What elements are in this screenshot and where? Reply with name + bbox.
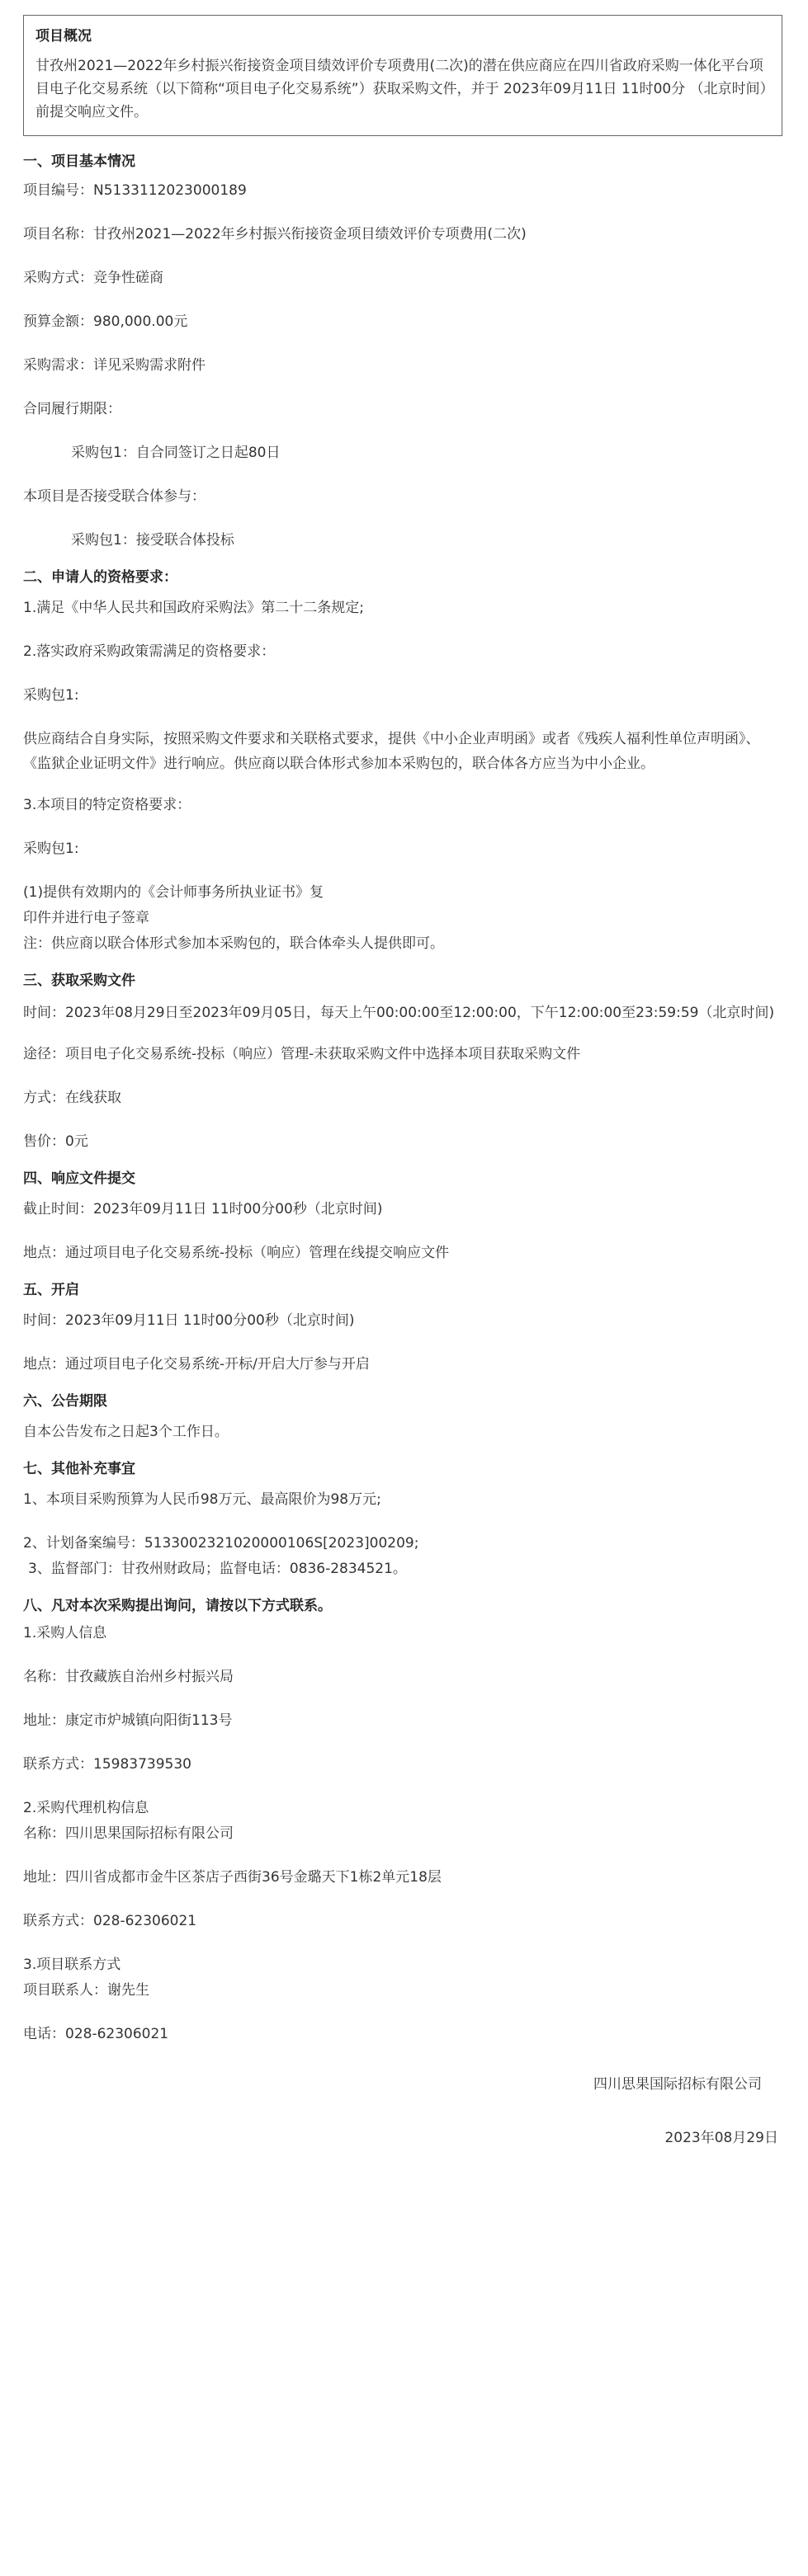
- obtain-price: 售价：0元: [23, 1133, 88, 1150]
- project-name: 项目名称：甘孜州2021—2022年乡村振兴衔接资金项目绩效评价专项费用(二次): [23, 226, 527, 243]
- agency-heading: 2.采购代理机构信息: [23, 1800, 149, 1816]
- procurement-demand: 采购需求：详见采购需求附件: [23, 357, 206, 374]
- qualification-item-3: 3.本项目的特定资格要求：: [23, 797, 191, 813]
- supplement-item-3: 3、监督部门：甘孜州财政局；监督电话：0836-2834521。: [28, 1561, 407, 1577]
- consortium-package: 采购包1：接受联合体投标: [71, 532, 234, 549]
- agency-contact: 联系方式：028-62306021: [23, 1913, 197, 1929]
- overview-text: 甘孜州2021—2022年乡村振兴衔接资金项目绩效评价专项费用(二次)的潜在供应商应在四川省政府采购一体化平台项目电子化交易系统（以下简称“项目电子化交易系统”）获取采购文件，并于 2023年09月11日 11时00分 （北京时间）前提交响应文件。: [35, 58, 768, 120]
- qualification-item-2: 2.落实政府采购政策需满足的资格要求：: [23, 643, 276, 660]
- buyer-heading: 1.采购人信息: [23, 1625, 107, 1641]
- qualification-item-3-line-2: 印件并进行电子签章: [23, 910, 149, 926]
- footer-company: 四川思果国际招标有限公司: [593, 2076, 762, 2093]
- project-number: 项目编号：N5133112023000189: [23, 182, 247, 199]
- footer-date: 2023年08月29日: [664, 2130, 778, 2146]
- submit-place: 地点：通过项目电子化交易系统-投标（响应）管理在线提交响应文件: [23, 1245, 450, 1261]
- agency-name: 名称：四川思果国际招标有限公司: [23, 1825, 234, 1842]
- buyer-name: 名称：甘孜藏族自治州乡村振兴局: [23, 1669, 234, 1685]
- project-overview-box: [23, 15, 782, 136]
- obtain-route: 途径：项目电子化交易系统-投标（响应）管理-未获取采购文件中选择本项目获取采购文件: [23, 1046, 581, 1062]
- project-contact-phone: 电话：028-62306021: [23, 2026, 169, 2042]
- qualification-item-1: 1.满足《中华人民共和国政府采购法》第二十二条规定;: [23, 600, 364, 616]
- section-submit-title: 四、响应文件提交: [23, 1170, 135, 1187]
- section-supplement-title: 七、其他补充事宜: [23, 1461, 135, 1477]
- qualification-item-3-package: 采购包1:: [23, 841, 79, 857]
- section-obtain-docs-title: 三、获取采购文件: [23, 972, 135, 989]
- buyer-address: 地址：康定市炉城镇向阳街113号: [23, 1712, 233, 1729]
- submit-deadline: 截止时间：2023年09月11日 11时00分00秒（北京时间): [23, 1201, 383, 1217]
- announcement-period: 自本公告发布之日起3个工作日。: [23, 1424, 229, 1440]
- section-qualification-title: 二、申请人的资格要求：: [23, 569, 177, 586]
- announcement-page: [0, 15, 808, 2576]
- section-contact-title: 八、凡对本次采购提出询问，请按以下方式联系。: [23, 1598, 332, 1614]
- buyer-contact: 联系方式：15983739530: [23, 1756, 191, 1773]
- obtain-time: 时间：2023年08月29日至2023年09月05日，每天上午00:00:00至12:00:00，下午12:00:00至23:59:59（北京时间): [23, 1005, 775, 1021]
- section-period-title: 六、公告期限: [23, 1393, 107, 1410]
- budget-amount: 预算金额：980,000.00元: [23, 313, 188, 330]
- qualification-item-2-text: 供应商结合自身实际，按照采购文件要求和关联格式要求，提供《中小企业声明函》或者《残疾人福利性单位声明函》、《监狱企业证明文件》进行响应。供应商以联合体形式参加本采购包的，联合体各方应当为中小企业。: [23, 731, 760, 772]
- project-contact-heading: 3.项目联系方式: [23, 1957, 121, 1973]
- opening-time: 时间：2023年09月11日 11时00分00秒（北京时间): [23, 1312, 355, 1329]
- consortium-label: 本项目是否接受联合体参与：: [23, 488, 206, 505]
- overview-title: 项目概况: [35, 28, 92, 45]
- qualification-item-3-line-1: (1)提供有效期内的《会计师事务所执业证书》复: [23, 884, 324, 901]
- section-opening-title: 五、开启: [23, 1282, 79, 1298]
- obtain-mode: 方式：在线获取: [23, 1090, 121, 1106]
- project-contact-person: 项目联系人：谢先生: [23, 1982, 149, 1999]
- contract-period-package: 采购包1：自合同签订之日起80日: [71, 445, 281, 461]
- section-basic-info-title: 一、项目基本情况: [23, 153, 135, 170]
- opening-place: 地点：通过项目电子化交易系统-开标/开启大厅参与开启: [23, 1356, 370, 1373]
- supplement-item-1: 1、本项目采购预算为人民币98万元、最高限价为98万元;: [23, 1491, 381, 1508]
- contract-period-label: 合同履行期限：: [23, 401, 121, 417]
- agency-address: 地址：四川省成都市金牛区茶店子西街36号金璐天下1栋2单元18层: [23, 1869, 442, 1886]
- supplement-item-2: 2、计划备案编号：5133002321020000106S[2023]00209;: [23, 1535, 419, 1552]
- qualification-item-2-package: 采购包1:: [23, 687, 79, 704]
- procurement-method: 采购方式：竞争性磋商: [23, 270, 163, 286]
- qualification-note: 注：供应商以联合体形式参加本采购包的，联合体牵头人提供即可。: [23, 935, 444, 952]
